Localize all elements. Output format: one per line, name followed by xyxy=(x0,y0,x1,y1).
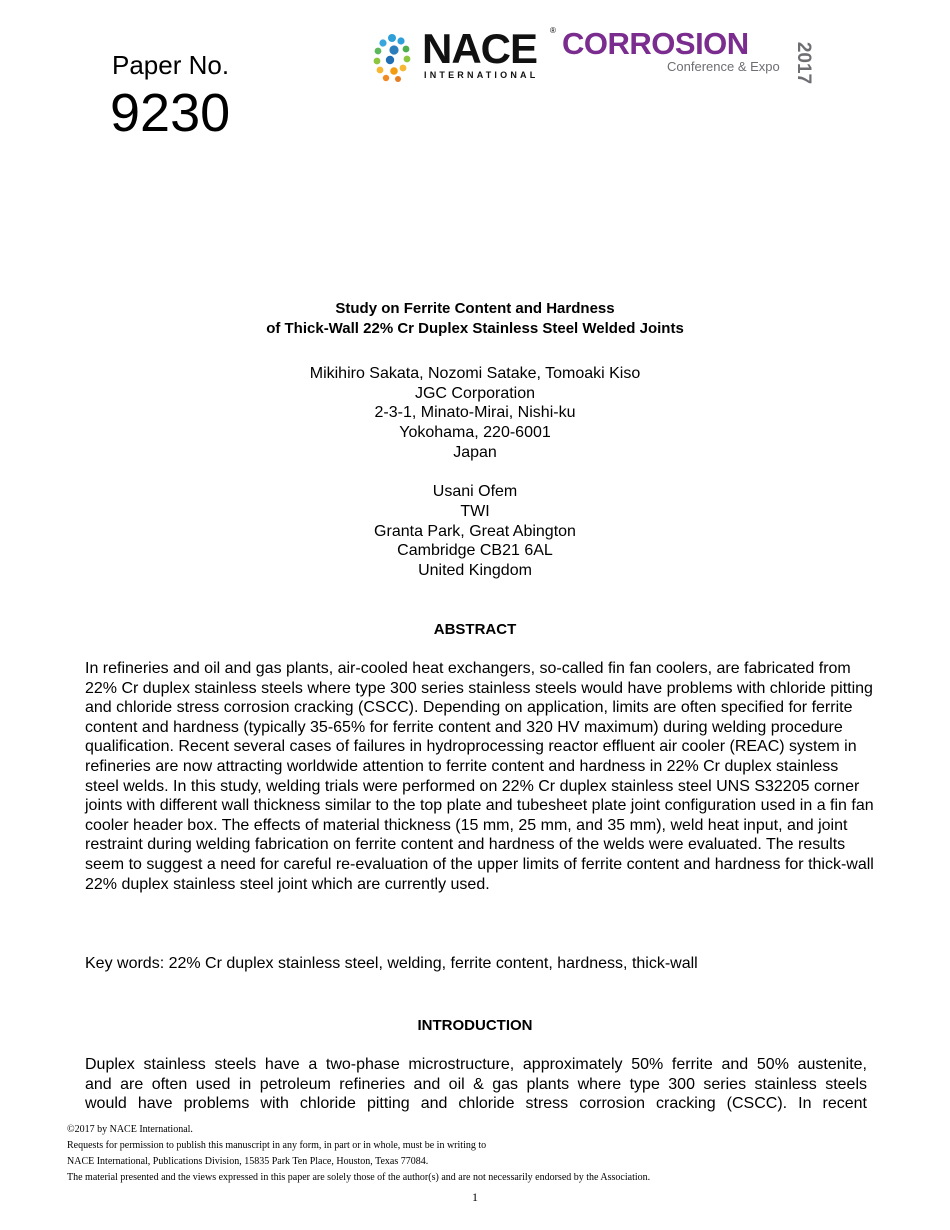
author-2-address: Granta Park, Great Abington xyxy=(374,522,576,540)
paper-label: Paper No. xyxy=(112,50,230,80)
abstract-heading: ABSTRACT xyxy=(433,621,517,638)
author-1-line: Mikihiro Sakata, Nozomi Satake, Tomoaki Kiso xyxy=(309,365,641,382)
paper-number: 9230 xyxy=(110,83,231,143)
abstract-text: In refineries and oil and gas plants, air-cooled heat exchangers, so-called fin fan coolers, are fabricated from 22% Cr duplex stainless steels where type 300 series stainless steels would have problems with chloride pitting and chloride stress corrosion cracking (CSCC). Depending on application, limits are often specified for ferrite content and hardness (typically 35-65% for ferrite content and 320 HV maximum) during welding procedure qualification. Recent several cases of failures in hydroprocessing reactor effluent air cooler (REAC) system in refineries are now attracting worldwide attention to ferrite content and hardness in 22% Cr duplex stainless steel welds. In this study, welding trials were performed on 22% Cr duplex stainless steel UNS S32205 corner joints with different wall thickness similar to the top plate and tubesheet plate joint configuration used in a fin fan cooler header box. The effects of material thickness (15 mm, 25 mm, and 35 mm), weld heat input, and joint restraint during welding fabrication on ferrite content and hardness of the welds were evaluated. The results seem to suggest a need for careful re-evaluation of the upper limits of ferrite content and hardness for thick-wall 22% duplex stainless steel joint which are currently used. xyxy=(85,660,874,893)
introduction-line: and are often used in petroleum refineries and oil & gas plants where type 300 series stainless steels xyxy=(85,1075,867,1093)
footer-address: NACE International, Publications Division, 15835 Park Ten Place, Houston, Texas 77084. xyxy=(67,1156,429,1168)
nace-globe-icon xyxy=(370,32,420,86)
paper-title xyxy=(0,299,950,339)
conference-expo-text: Conference & Expo xyxy=(667,59,780,74)
author-1-city: Yokohama, 220-6001 xyxy=(399,424,551,442)
author-2-affiliation: TWI xyxy=(460,502,490,520)
introduction-heading: INTRODUCTION xyxy=(417,1017,533,1034)
corrosion-logo-text: CORROSION xyxy=(562,26,749,61)
footer-permission: Requests for permission to publish this manuscript in any form, in part or in whole, must be in writing to xyxy=(67,1140,487,1152)
introduction-text xyxy=(85,1055,867,1114)
author-1-address: 2-3-1, Minato-Mirai, Nishi-ku xyxy=(374,404,576,422)
author-1-country: Japan xyxy=(453,443,497,461)
registered-mark: ® xyxy=(550,26,556,35)
title-line-1: Study on Ferrite Content and Hardness xyxy=(335,300,615,317)
keywords: Key words: 22% Cr duplex stainless steel, welding, ferrite content, hardness, thick-wall xyxy=(85,955,698,972)
nace-logo-subtext: INTERNATIONAL xyxy=(424,70,539,80)
page-number: 1 xyxy=(472,1190,478,1204)
footer-notice xyxy=(67,1122,907,1186)
conference-logo xyxy=(370,26,830,86)
introduction-line: would have problems with chloride pitting and chloride stress corrosion cracking (CSCC). In recent xyxy=(85,1095,867,1113)
author-block xyxy=(0,364,950,581)
footer-disclaimer: The material presented and the views expressed in this paper are solely those of the author(s) and are not necessarily endorsed by the Association. xyxy=(67,1172,651,1184)
nace-logo-text: NACE xyxy=(422,25,538,72)
title-line-2: of Thick-Wall 22% Cr Duplex Stainless Steel Welded Joints xyxy=(266,320,684,337)
introduction-line: Duplex stainless steels have a two-phase microstructure, approximately 50% ferrite and 50% austenite, xyxy=(85,1056,867,1073)
author-2-line: Usani Ofem xyxy=(432,483,518,501)
footer-copyright: ©2017 by NACE International. xyxy=(67,1124,193,1135)
author-1-affiliation: JGC Corporation xyxy=(414,384,536,402)
author-2-country: United Kingdom xyxy=(418,562,532,580)
author-2-city: Cambridge CB21 6AL xyxy=(397,542,553,560)
logo-year: 2017 xyxy=(793,41,815,85)
